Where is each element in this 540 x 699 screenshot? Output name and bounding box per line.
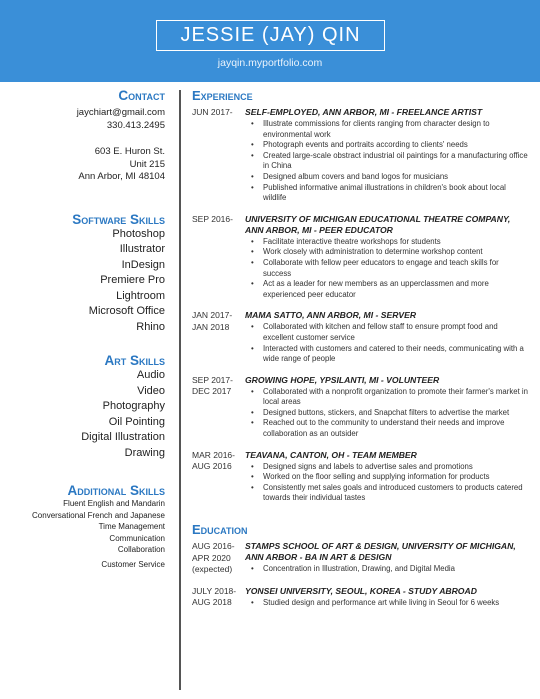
experience-heading: Experience bbox=[192, 88, 253, 103]
address-line: 603 E. Huron St. bbox=[94, 146, 165, 157]
skill-item: Communication bbox=[109, 533, 165, 543]
entry-date bbox=[192, 541, 245, 576]
education-heading: Education bbox=[192, 522, 248, 538]
date-line: JAN 2018 bbox=[192, 321, 230, 332]
experience-entry bbox=[192, 375, 528, 440]
bullet-item: • Concentration in Illustration, Drawing, and Digital Media bbox=[245, 564, 528, 575]
entry-title: STAMPS SCHOOL OF ART & DESIGN, UNIVERSITY OF MICHIGAN, ANN ARBOR - BA IN ART & DESIGN bbox=[245, 541, 516, 563]
left-column bbox=[20, 88, 165, 570]
software-skills-heading: Software Skills bbox=[72, 211, 165, 227]
bullet-item: • Act as a leader for new members as an upperclassmen and more experienced peer educator bbox=[245, 279, 528, 300]
bullet-item: • Designed album covers and band logos for musicians bbox=[245, 172, 528, 183]
right-column bbox=[192, 88, 528, 619]
entry-title: TEAVANA, CANTON, OH - TEAM MEMBER bbox=[245, 449, 417, 460]
date-line: APR 2020 bbox=[192, 552, 231, 563]
contact-section bbox=[20, 88, 165, 184]
software-skills-section bbox=[20, 212, 165, 336]
entry-date bbox=[192, 107, 245, 204]
skill-item: Oil Pointing bbox=[108, 415, 165, 428]
bullet-item: • Interacted with customers and catered to their needs, communicating with a wide range of people bbox=[245, 344, 528, 365]
header-banner bbox=[0, 0, 540, 82]
bullet-item: • Consistently met sales goals and introduced customers to products catered towards their individual tastes bbox=[245, 483, 528, 504]
contact-email[interactable]: jaychiart@gmail.com bbox=[76, 107, 165, 118]
bullet-item: • Collaborated with kitchen and fellow staff to ensure prompt food and excellent customer service bbox=[245, 322, 528, 343]
bullet-item: • Studied design and performance art while living in Seoul for 6 weeks bbox=[245, 598, 528, 609]
skill-item: Video bbox=[137, 384, 165, 397]
skill-item: Photoshop bbox=[112, 227, 165, 240]
skill-item: Fluent English and Mandarin bbox=[63, 499, 165, 508]
entry-title: SELF-EMPLOYED, ANN ARBOR, MI - FREELANCE ARTIST bbox=[245, 107, 483, 117]
portfolio-url[interactable]: jayqin.myportfolio.com bbox=[217, 57, 323, 69]
entry-bullets bbox=[245, 462, 528, 504]
education-entry bbox=[192, 541, 528, 576]
contact-heading: Contact bbox=[118, 88, 165, 103]
entry-date bbox=[192, 310, 245, 364]
skill-item: Digital Illustration bbox=[81, 431, 165, 443]
entry-bullets bbox=[245, 564, 528, 575]
address-line: Ann Arbor, MI 48104 bbox=[78, 171, 165, 182]
skill-item: Drawing bbox=[124, 446, 165, 459]
bullet-item: • Designed signs and labels to advertise sales and promotions bbox=[245, 462, 528, 473]
date-line: JULY 2018- bbox=[192, 585, 237, 596]
experience-entry bbox=[192, 310, 528, 364]
experience-entry bbox=[192, 214, 528, 301]
column-divider bbox=[179, 90, 181, 690]
experience-entry bbox=[192, 107, 528, 204]
bullet-item: • Created large-scale obstract industrial oil paintings for a manufacturing office in China bbox=[245, 151, 528, 172]
entry-title: UNIVERSITY OF MICHIGAN EDUCATIONAL THEATRE COMPANY, ANN ARBOR, MI - PEER EDUCATOR bbox=[245, 213, 511, 235]
additional-skills-heading: Additional Skills bbox=[67, 483, 165, 498]
bullet-item: • Published informative animal illustrations in children's book about local wildlife bbox=[245, 183, 528, 204]
entry-title: YONSEI UNIVERSITY, SEOUL, KOREA - STUDY ABROAD bbox=[245, 585, 477, 596]
entry-title: GROWING HOPE, YPSILANTI, MI - VOLUNTEER bbox=[245, 374, 440, 385]
bullet-item: • Illustrate commissions for clients ranging from character design to environmental work bbox=[245, 119, 528, 140]
skill-item: Rhino bbox=[136, 320, 165, 333]
bullet-item: • Worked on the floor selling and supplying information for products bbox=[245, 472, 528, 483]
bullet-item: • Photograph events and portraits according to clients' needs bbox=[245, 140, 528, 151]
bullet-item: • Work closely with administration to determine workshop content bbox=[245, 247, 528, 258]
date-line: (expected) bbox=[192, 564, 233, 575]
skill-item: Microsoft Office bbox=[88, 305, 165, 317]
art-skills-section bbox=[20, 353, 165, 461]
skill-item: Premiere Pro bbox=[100, 274, 165, 286]
art-skills-heading: Art Skills bbox=[104, 353, 165, 368]
entry-date bbox=[192, 450, 245, 504]
entry-bullets bbox=[245, 322, 528, 364]
entry-bullets bbox=[245, 598, 528, 609]
entry-title: MAMA SATTO, ANN ARBOR, MI - SERVER bbox=[245, 310, 417, 321]
bullet-item: • Collaborate with fellow peer educators to engage and teach skills for success bbox=[245, 258, 528, 279]
date-line: DEC 2017 bbox=[192, 386, 232, 397]
skill-item: Time Management bbox=[98, 522, 165, 531]
entry-bullets bbox=[245, 119, 528, 204]
entry-date bbox=[192, 214, 245, 301]
skill-item: Photography bbox=[102, 400, 165, 412]
skill-item: Collaboration bbox=[117, 545, 165, 554]
date-line: AUG 2016- bbox=[192, 541, 235, 552]
skill-item: Conversational French and Japanese bbox=[32, 510, 165, 520]
date-line: SEP 2016- bbox=[192, 213, 233, 224]
skill-item: Customer Service bbox=[101, 559, 165, 569]
address-line: Unit 215 bbox=[129, 158, 165, 170]
entry-bullets bbox=[245, 387, 528, 440]
skill-item: Audio bbox=[136, 369, 165, 381]
date-line: SEP 2017- bbox=[192, 374, 233, 385]
education-entry bbox=[192, 586, 528, 609]
bullet-item: • Reached out to the community to understand their needs and improve collaboration as an outsider bbox=[245, 418, 528, 439]
contact-phone[interactable]: 330.413.2495 bbox=[106, 119, 165, 131]
date-line: JUN 2017- bbox=[192, 107, 233, 117]
entry-date bbox=[192, 586, 245, 609]
date-line: JAN 2017- bbox=[192, 310, 233, 321]
skill-item: Illustrator bbox=[119, 243, 165, 255]
skill-item: InDesign bbox=[121, 258, 165, 271]
bullet-item: • Designed buttons, stickers, and Snapchat filters to advertise the market bbox=[245, 408, 528, 419]
date-line: AUG 2016 bbox=[192, 461, 232, 472]
additional-skills-section bbox=[20, 483, 165, 570]
bullet-item: • Collaborated with a nonprofit organization to promote their farmer's market in local areas bbox=[245, 387, 528, 408]
entry-bullets bbox=[245, 237, 528, 301]
name-title: JESSIE (JAY) QIN bbox=[156, 20, 385, 51]
skill-item: Lightroom bbox=[116, 289, 165, 302]
experience-entry bbox=[192, 450, 528, 504]
date-line: MAR 2016- bbox=[192, 449, 235, 460]
bullet-item: • Facilitate interactive theatre workshops for students bbox=[245, 237, 528, 248]
entry-date bbox=[192, 375, 245, 440]
date-line: AUG 2018 bbox=[192, 597, 232, 608]
